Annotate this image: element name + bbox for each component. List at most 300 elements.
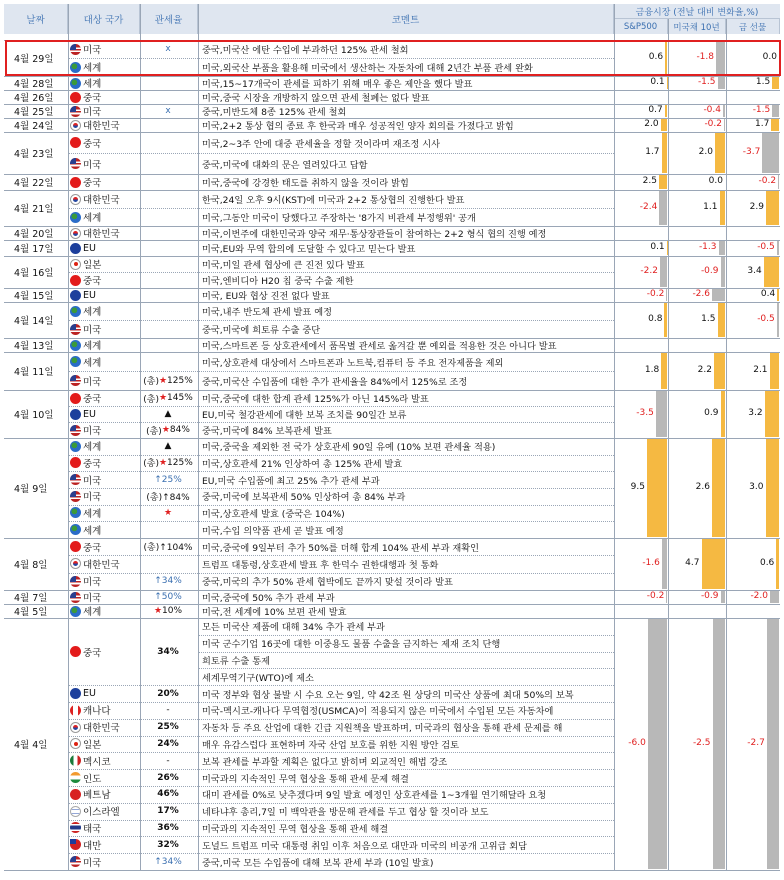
country-cell: [70, 352, 140, 371]
eu-flag-icon: [70, 290, 81, 301]
comment-cell: 미국,EU와 무역 합의에 도달할 수 있다고 믿는다 발표: [202, 244, 416, 255]
country-cell: [70, 256, 140, 272]
tariff-cell: x: [165, 106, 171, 116]
tariff-cell: [140, 132, 196, 153]
cn-flag-icon: [70, 646, 81, 657]
comment-cell: 미국,중국 시장을 개방하지 않으면 관세 철폐는 없다 발표: [202, 93, 430, 104]
ust10-value: -1.3: [698, 242, 717, 252]
cn-flag-icon: [70, 541, 81, 552]
comment-cell: 미국,중국에 대한 합계 관세 125%가 아닌 145%라 발표: [202, 394, 429, 405]
country-name: 중국: [83, 458, 102, 470]
table-header: [4, 4, 780, 34]
comment-cell: 미국 군수기업 16곳에 대한 이중용도 물품 수출을 금지하는 제재 조치 단행: [202, 639, 501, 651]
tariff-cell: ↑34%: [154, 856, 182, 867]
sp500-bar: [661, 353, 667, 389]
country-cell: [70, 406, 140, 422]
tariff-cell: 26%: [157, 772, 179, 783]
comment-cell: 미국,스마트폰 등 상호관세에서 품목별 관세로 옮겨갈 뿐 예외를 적용한 것은 아니다 발표: [202, 341, 557, 352]
gold-value: 2.9: [749, 202, 764, 212]
ust10-value: 2.2: [697, 365, 712, 375]
date-cell: 4월 4일: [14, 740, 48, 751]
comment-cell: 네타냐후 총리,7일 미 백악관을 방문해 관세를 두고 협상 할 것이라 보도: [202, 807, 489, 819]
comment-cell: 도널드 트럼프 미국 대통령 취임 이후 처음으로 대만과 미국의 비공개 고위급 회담: [202, 840, 528, 852]
gold-bar: [772, 105, 779, 117]
sp500-value: -0.2: [646, 289, 665, 299]
comment-cell: 미국과의 지속적인 무역 협상을 통해 관세 문제 해결: [202, 773, 409, 785]
world-flag-icon: [70, 507, 81, 518]
mx-flag-icon: [70, 755, 81, 766]
ust10-value: -0.9: [700, 266, 719, 276]
gold-bar: [772, 77, 779, 89]
comment-cell: 미국-멕시코-캐나다 무역협정(USMCA)이 적용되지 않은 미국에서 수입된 모든 자동차에: [202, 706, 554, 718]
country-name: 중국: [83, 647, 102, 659]
country-name: 대한민국: [83, 121, 120, 132]
gold-bar: [766, 191, 779, 225]
header-gold: 금 선물: [726, 19, 780, 34]
comment-cell: 미국 정부와 협상 불발 시 수요 오는 9일, 약 42조 원 상당의 미국산 상품에 최대 50%의 보복: [202, 689, 574, 701]
country-name: 미국: [83, 107, 102, 118]
country-name: EU: [83, 688, 96, 700]
country-name: 중국: [83, 138, 102, 150]
comment-cell: 중국,미반도체 8종 125% 관세 철회: [202, 107, 347, 118]
country-cell: [70, 390, 140, 406]
world-flag-icon: [70, 306, 81, 317]
column-divider: [668, 19, 669, 870]
tariff-cell: [140, 555, 196, 572]
world-flag-icon: [70, 524, 81, 535]
comment-cell: 미국,중국에 9일부터 추가 50%를 더해 합계 104% 관세 부과 재확인: [202, 542, 479, 554]
country-cell: [70, 76, 140, 90]
comment-cell: 중국,미국에 84% 보복관세 발표: [202, 426, 332, 437]
tariff-cell: ▲: [164, 409, 172, 419]
ust10-value: -2.5: [692, 738, 711, 748]
country-name: 중국: [83, 93, 102, 104]
tariff-cell: ↑50%: [154, 592, 182, 602]
country-name: 세계: [83, 525, 102, 537]
cn-flag-icon: [70, 393, 81, 404]
ust10-value: -1.8: [696, 52, 714, 62]
jp-flag-icon: [70, 259, 81, 270]
ust10-bar: [721, 391, 726, 437]
tariff-cell: 34%: [157, 646, 179, 657]
country-cell: [70, 455, 140, 472]
ust10-bar: [724, 119, 725, 131]
tariff-cell: [140, 288, 196, 302]
comment-cell: 미국,상호관세 발효 (중국은 104%): [202, 508, 345, 520]
comment-cell: 미국,내주 반도체 관세 발표 예정: [202, 307, 332, 318]
sp500-bar: [656, 391, 667, 437]
date-cell: 4월 28일: [14, 79, 54, 90]
world-flag-icon: [70, 606, 81, 617]
ust10-bar: [715, 133, 725, 173]
country-cell: [70, 320, 140, 338]
sp500-value: 1.7: [645, 147, 660, 157]
country-name: 미국: [83, 325, 102, 336]
gold-value: -2.0: [750, 591, 768, 601]
sp500-value: 0.6: [648, 52, 664, 62]
country-cell: [70, 90, 140, 104]
date-cell: 4월 22일: [14, 178, 54, 189]
comment-cell: 세계무역기구(WTO)에 제소: [202, 672, 314, 684]
header-ust10: 미국채 10년: [668, 19, 726, 34]
header-sp500: S&P500: [614, 19, 668, 34]
country-name: 대한민국: [83, 229, 120, 240]
date-cell: 4월 25일: [14, 107, 54, 118]
country-cell: [70, 208, 140, 226]
country-cell: [70, 174, 140, 190]
country-cell: [70, 752, 140, 769]
date-cell: 4월 15일: [14, 291, 54, 302]
country-name: 일본: [83, 739, 102, 751]
tariff-cell: ↑34%: [154, 576, 182, 587]
us-flag-icon: [70, 576, 81, 587]
sp500-bar: [647, 439, 667, 537]
country-cell: [70, 438, 140, 455]
comment-cell: 희토류 수출 통제: [202, 655, 270, 667]
ust10-bar: [721, 591, 726, 603]
tariff-cell: [140, 226, 196, 240]
date-cell: 4월 11일: [14, 367, 54, 378]
gold-value: 1.5: [755, 77, 771, 87]
country-name: EU: [83, 242, 96, 254]
country-name: 미국: [83, 593, 102, 604]
sp500-bar: [664, 303, 667, 337]
tariff-cell: (총)↑84%: [146, 492, 190, 503]
gold-bar: [765, 391, 779, 437]
date-cell: 4월 7일: [14, 593, 48, 604]
cn-flag-icon: [70, 177, 81, 188]
country-name: 세계: [83, 442, 102, 454]
tariff-cell: -: [166, 755, 170, 766]
tariff-cell: [140, 174, 196, 190]
tariff-cell: [140, 320, 196, 338]
cn-flag-icon: [70, 92, 81, 103]
comment-cell: 중국,미국에 보복관세 50% 인상하여 총 84% 부과: [202, 492, 406, 504]
us-flag-icon: [70, 425, 81, 436]
country-cell: [70, 302, 140, 320]
date-cell: 4월 29일: [14, 54, 54, 65]
sp500-value: 0.1: [650, 77, 665, 87]
cn-flag-icon: [70, 457, 81, 468]
comment-cell: 미국,이번주에 대한민국과 양국 재무·통상장관들이 참여하는 2+2 형식 협의 진행 예정: [202, 229, 547, 240]
country-name: 중국: [83, 394, 102, 405]
th-flag-icon: [70, 822, 81, 833]
world-flag-icon: [70, 356, 81, 367]
header-fin-group: 금융시장 (전날 대비 변화율,%): [614, 4, 780, 19]
date-cell: 4월 9일: [14, 484, 48, 495]
sp500-value: -0.2: [646, 591, 665, 601]
tw-flag-icon: [70, 839, 81, 850]
eu-flag-icon: [70, 243, 81, 254]
ust10-value: -0.2: [704, 119, 722, 129]
comment-cell: 미국, EU와 협상 진전 없다 발표: [202, 291, 330, 302]
country-cell: [70, 590, 140, 604]
tariff-cell: 36%: [157, 822, 179, 833]
ust10-value: -0.4: [703, 105, 721, 115]
sp500-bar: [665, 105, 667, 117]
sp500-bar: [648, 619, 667, 869]
country-name: 인도: [83, 773, 102, 785]
comment-cell: 한국,24일 오후 9시(KST)에 미국과 2+2 통상협의 진행한다 발표: [202, 195, 465, 206]
sp500-bar: [660, 257, 667, 287]
sp500-value: -2.4: [639, 202, 658, 212]
sp500-bar: [659, 191, 667, 225]
tariff-cell: [140, 272, 196, 288]
gold-value: 3.4: [747, 266, 762, 276]
country-cell: [70, 604, 140, 618]
gold-value: 2.1: [753, 365, 768, 375]
world-flag-icon: [70, 212, 81, 223]
gold-value: 0.0: [762, 52, 777, 62]
gold-value: -0.5: [757, 242, 775, 252]
kr-flag-icon: [70, 558, 81, 569]
gold-bar: [770, 353, 779, 389]
comment-cell: 트럼프 대통령,상호관세 발표 후 한덕수 권한대행과 첫 통화: [202, 559, 439, 571]
gold-bar: [777, 303, 779, 337]
country-cell: [70, 736, 140, 753]
date-cell: 4월 23일: [14, 149, 54, 160]
ust10-bar: [714, 353, 725, 389]
tariff-cell: x: [165, 44, 171, 54]
gold-value: -3.7: [742, 147, 761, 157]
country-cell: [70, 190, 140, 208]
us-flag-icon: [70, 158, 81, 169]
comment-cell: 미국,상호관세 21% 인상하여 총 125% 관세 발효: [202, 458, 403, 470]
gold-bar: [778, 175, 779, 189]
world-flag-icon: [70, 340, 81, 351]
gold-value: -1.5: [752, 105, 771, 115]
gold-bar: [766, 439, 780, 537]
sp500-value: 2.5: [642, 176, 657, 186]
sp500-bar: [666, 289, 667, 301]
comment-cell: 미국,중국에 강경한 태도를 취하지 않을 것이라 밝힘: [202, 178, 409, 189]
country-name: 중국: [83, 178, 102, 189]
jp-flag-icon: [70, 738, 81, 749]
us-flag-icon: [70, 106, 81, 117]
il-flag-icon: [70, 806, 81, 817]
sp500-value: 0.7: [648, 105, 663, 115]
ust10-bar: [721, 257, 726, 287]
sp500-bar: [659, 175, 667, 189]
gold-value: 1.7: [755, 119, 770, 129]
tariff-cell: 32%: [157, 839, 179, 850]
date-cell: 4월 16일: [14, 268, 54, 279]
tariff-cell: 24%: [157, 738, 179, 749]
country-cell: [70, 132, 140, 153]
comment-cell: 중국,미국의 추가 50% 관세 협박에도 끝까지 맞설 것이라 발표: [202, 577, 453, 589]
comment-cell: 미국,미일 관세 협상에 큰 진전 있다 발표: [202, 260, 365, 271]
gold-bar: [776, 539, 779, 589]
tariff-cell: 20%: [157, 688, 179, 699]
country-cell: [70, 786, 140, 803]
us-flag-icon: [70, 375, 81, 386]
tariff-cell: (총) ★ 125%: [143, 375, 193, 387]
sp500-value: -6.0: [628, 738, 646, 748]
comment-cell: EU,미국 철강관세에 대한 보복 조치를 90일간 보류: [202, 410, 407, 421]
cn-flag-icon: [70, 275, 81, 286]
date-cell: 4월 5일: [14, 607, 48, 618]
date-cell: 4월 8일: [14, 560, 48, 571]
comment-cell: EU,미국 수입품에 최고 25% 추가 관세 부과: [202, 475, 380, 487]
country-name: 대한민국: [83, 723, 120, 735]
comment-cell: 미국,외국산 부품을 활용해 미국에서 생산하는 자동차에 대해 2년간 부품 관세 완화: [202, 63, 533, 74]
gold-value: -2.7: [747, 738, 765, 748]
ust10-value: -0.9: [700, 591, 719, 601]
country-name: 미국: [83, 159, 102, 171]
date-cell: 4월 17일: [14, 244, 54, 255]
table-bottom-border: [4, 870, 780, 871]
date-cell: 4월 14일: [14, 316, 54, 327]
country-name: 세계: [83, 213, 102, 224]
sp500-bar: [661, 119, 667, 131]
sp500-bar: [662, 539, 667, 589]
kr-flag-icon: [70, 722, 81, 733]
gold-value: 3.0: [749, 482, 764, 492]
country-name: 세계: [83, 508, 102, 520]
country-cell: [70, 371, 140, 390]
tariff-cell: ↑25%: [154, 474, 182, 485]
comment-cell: 미국,중국을 제외한 전 국가 상호관세 90일 유예 (10% 보편 관세율 적용): [202, 442, 496, 454]
column-divider: [68, 4, 69, 870]
country-name: 중국: [83, 276, 102, 287]
country-name: 미국: [83, 45, 102, 56]
gold-value: -0.5: [757, 314, 775, 324]
gold-value: 3.2: [748, 408, 763, 418]
country-cell: [70, 853, 140, 870]
comment-cell: 미국,상호관세 대상에서 스마트폰과 노트북,컴퓨터 등 주요 전자제품을 제외: [202, 357, 504, 369]
gold-value: -0.2: [758, 176, 777, 186]
country-name: 세계: [83, 63, 102, 74]
tariff-cell: [140, 302, 196, 320]
world-flag-icon: [70, 441, 81, 452]
country-cell: [70, 422, 140, 438]
sp500-value: 0.1: [650, 242, 665, 252]
gold-bar: [770, 591, 779, 603]
kr-flag-icon: [70, 120, 81, 131]
country-name: 미국: [83, 376, 102, 388]
country-cell: [70, 521, 140, 538]
us-flag-icon: [70, 474, 81, 485]
country-name: 캐나다: [83, 706, 111, 718]
ust10-value: -2.6: [692, 289, 710, 299]
country-name: 대한민국: [83, 195, 120, 206]
tariff-cell: [140, 338, 196, 352]
sp500-value: -3.5: [636, 408, 654, 418]
country-cell: [70, 272, 140, 288]
tariff-cell: (총)↑104%: [143, 543, 193, 554]
ust10-value: 1.5: [701, 314, 716, 324]
country-name: 태국: [83, 823, 102, 835]
country-name: 미국: [83, 492, 102, 504]
comment-cell: 중국,미국산 에탄 수입에 부과하던 125% 관세 철회: [202, 45, 409, 56]
date-cell: 4월 13일: [14, 341, 54, 352]
ust10-value: 2.0: [698, 147, 713, 157]
us-flag-icon: [70, 491, 81, 502]
gold-bar: [777, 241, 779, 255]
header-comment: 코멘트: [198, 4, 614, 34]
country-name: 세계: [83, 357, 102, 369]
date-cell: 4월 21일: [14, 204, 54, 215]
eu-flag-icon: [70, 409, 81, 420]
country-cell: [70, 488, 140, 505]
country-name: 멕시코: [83, 756, 111, 768]
comment-cell: 미국,그동안 미국이 당했다고 주장하는 '8가지 비관세 부정행위' 공개: [202, 213, 476, 224]
ust10-bar: [719, 241, 726, 255]
country-name: 세계: [83, 79, 102, 90]
comment-cell: 미국,전 세계에 10% 보편 관세 발효: [202, 607, 347, 618]
comment-cell: 보복 관세를 부과할 계획은 없다고 밝히며 외교적인 해법 강조: [202, 756, 448, 768]
gold-bar: [777, 289, 779, 301]
in-flag-icon: [70, 772, 81, 783]
country-cell: [70, 803, 140, 820]
tariff-cell: -: [166, 705, 170, 716]
comment-cell: 미국,2+2 통상 협의 종료 후 한국과 매우 성공적인 양자 회의를 가졌다고 밝힘: [202, 121, 514, 132]
gold-bar: [764, 257, 779, 287]
gold-value: 0.6: [759, 558, 775, 568]
comment-cell: 미국,2~3주 안에 대중 관세율을 정할 것이라며 재조정 시사: [202, 138, 441, 150]
gold-bar: [762, 133, 779, 173]
country-name: 이스라엘: [83, 807, 120, 819]
country-cell: [70, 288, 140, 302]
us-flag-icon: [70, 856, 81, 867]
ust10-bar: [723, 105, 725, 117]
header-tariff: 관세율: [140, 4, 198, 34]
vn-flag-icon: [70, 789, 81, 800]
sp500-value: 9.5: [630, 482, 645, 492]
ust10-bar: [718, 77, 726, 89]
country-cell: [70, 555, 140, 572]
sp500-value: -2.2: [640, 266, 658, 276]
sp500-value: 1.8: [644, 365, 660, 375]
date-cell: 4월 20일: [14, 229, 54, 240]
comment-cell: 모든 미국산 제품에 대해 34% 추가 관세 부과: [202, 622, 385, 634]
comment-cell: 중국,미국 모든 수입품에 대해 보복 관세 부과 (10일 발효): [202, 857, 434, 869]
ust10-bar: [713, 619, 726, 869]
comment-cell: 대미 관세를 0%로 낮추겠다며 9일 발효 예정인 상호관세를 1~3개월 연기해달라 요청: [202, 790, 547, 802]
us-flag-icon: [70, 324, 81, 335]
kr-flag-icon: [70, 228, 81, 239]
country-cell: [70, 505, 140, 522]
header-country: 대상 국가: [68, 4, 140, 34]
country-name: 일본: [83, 260, 102, 271]
comment-cell: 자동차 등 주요 산업에 대한 긴급 지원책을 발표하며, 미국과의 협상을 통해 관세 문제를 해: [202, 723, 563, 735]
gold-bar: [771, 119, 779, 131]
ca-flag-icon: [70, 705, 81, 716]
tariff-cell: [140, 190, 196, 208]
country-name: EU: [83, 408, 96, 420]
tariff-cell: (총) ★ 125%: [143, 457, 193, 470]
highlight-box: [5, 40, 781, 76]
comment-cell: 미국,중국에 50% 추가 관세 부과: [202, 593, 335, 604]
eu-flag-icon: [70, 688, 81, 699]
comment-cell: 중국,미국에 희토류 수출 중단: [202, 325, 321, 336]
date-cell: 4월 10일: [14, 410, 54, 421]
country-name: 세계: [83, 607, 102, 618]
column-divider: [726, 19, 727, 870]
country-cell: [70, 769, 140, 786]
date-cell: 4월 24일: [14, 121, 54, 132]
country-name: 대만: [83, 840, 102, 852]
ust10-bar: [712, 289, 725, 301]
ust10-value: 2.6: [695, 482, 710, 492]
date-cell: 4월 26일: [14, 93, 54, 104]
country-name: 미국: [83, 577, 102, 589]
comment-cell: 중국,미국산 수입품에 대한 추가 관세율을 84%에서 125%로 조정: [202, 376, 468, 388]
us-flag-icon: [70, 592, 81, 603]
country-cell: [70, 618, 140, 685]
comment-cell: 매우 유감스럽다 표현하며 자국 산업 보호를 위한 지원 방안 검토: [202, 739, 460, 751]
sp500-bar: [662, 133, 667, 173]
